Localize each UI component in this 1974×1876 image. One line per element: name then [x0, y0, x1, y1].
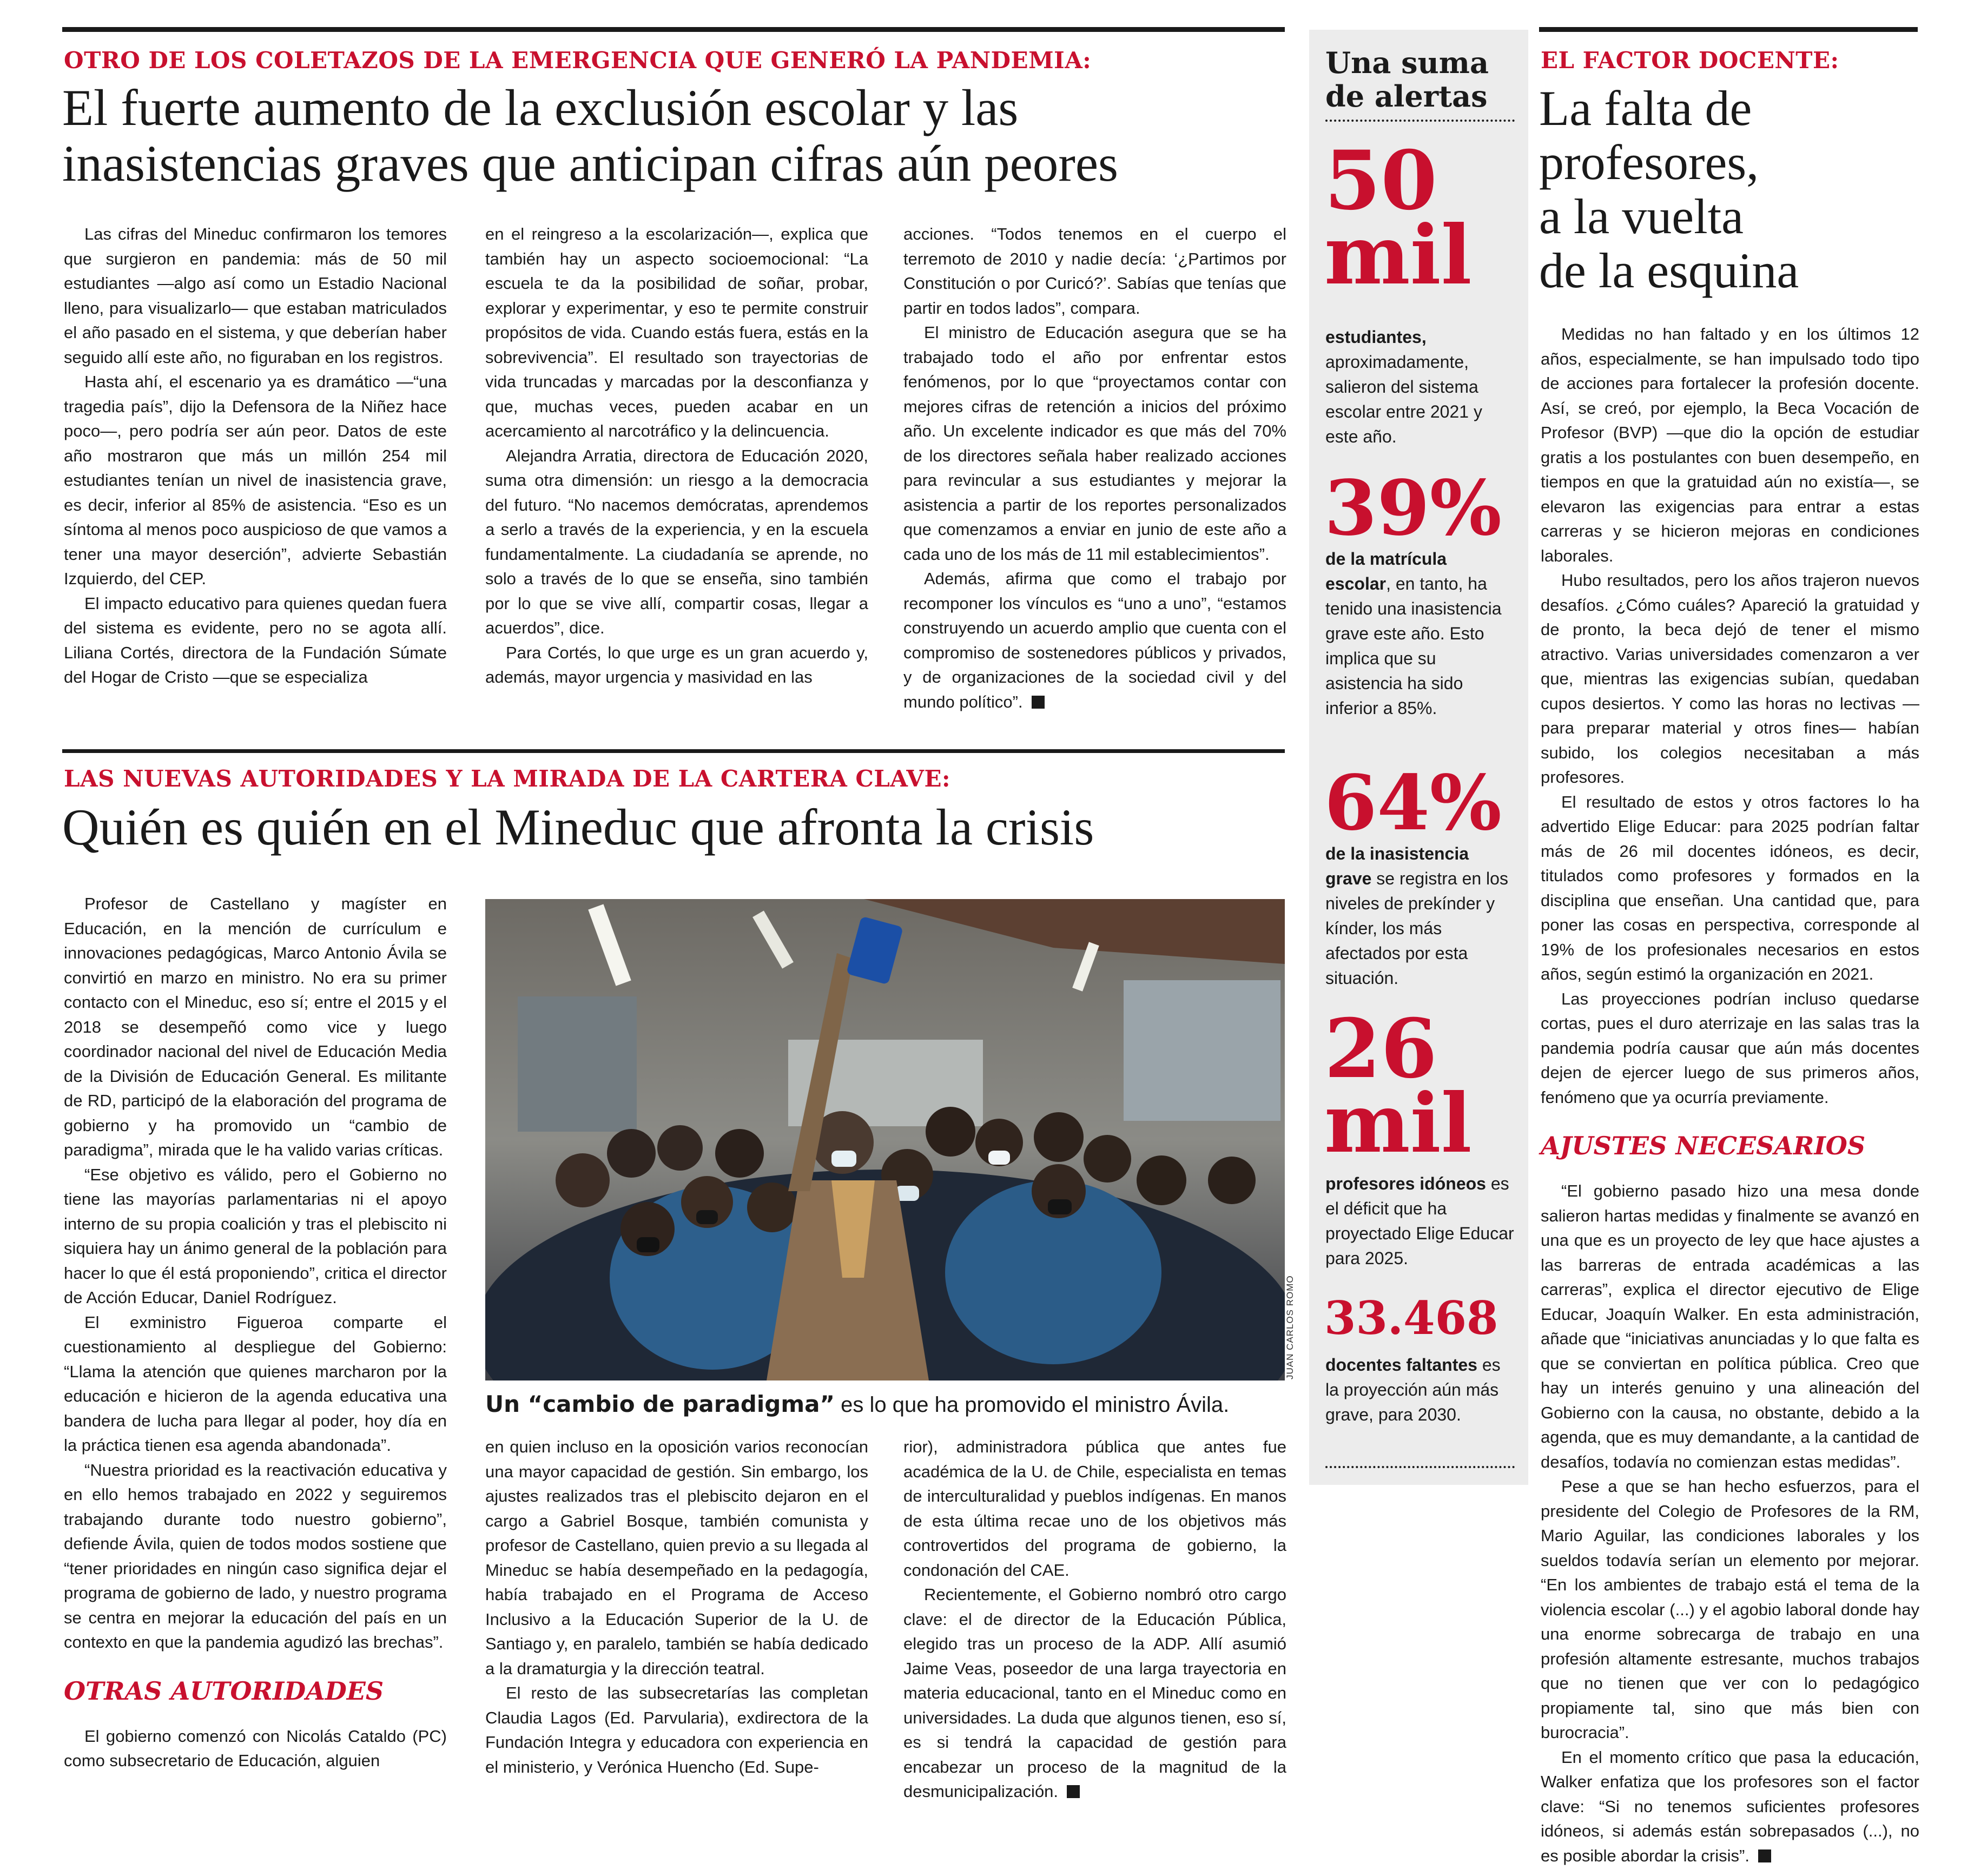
article1-column-2 — [485, 222, 868, 690]
stat-number-4: 26 mil — [1324, 1001, 1472, 1171]
stat-bold-4: profesores idóneos — [1325, 1174, 1486, 1193]
caption-bold: Un “cambio de paradigma” — [485, 1391, 835, 1417]
article1-column-3 — [903, 222, 1286, 714]
stat-bold-3: de la inasistencia grave — [1325, 844, 1469, 888]
paragraph: Alejandra Arratia, directora de Educación 2020, suma otra dimensión: un riesgo a la democracia del futuro. “No nacemos demócratas, aprendemos a serlo a través de la experiencia, y en la escuela fundamentalmente. La ciudadanía se aprende, no solo a través de lo que se enseña, sino también por lo que se vive allí, compartir cosas, llegar a acuerdos”, dice. — [485, 446, 868, 637]
article2-subheading: OTRAS AUTORIDADES — [64, 1676, 384, 1706]
photo-illustration — [485, 899, 1285, 1380]
paragraph: en quien incluso en la oposición varios reconocían una mayor capacidad de gestión. Sin embargo, los ajustes realizados tras el plebiscito dejaron en el cargo a Gabriel Bosque, también comunista y profesor de Castellano, quien previo a su llegada al Mineduc se había desempeñado en la pedagogía, había trabajado en el Programa de Acceso Inclusivo a la Educación Superior de la U. de Santiago y, en paralelo, también se había dedicado a la dramaturgia y la dirección teatral. — [485, 1437, 868, 1678]
article1-headline-line2: inasistencias graves que anticipan cifras aún peores — [62, 135, 1118, 192]
article3-headline-line3: a la vuelta — [1539, 189, 1744, 244]
paragraph: “Nuestra prioridad es la reactivación educativa y en ello hemos trabajado en 2022 y seguiremos trabajando durante todo nuestro gobierno”, defiende Ávila, quien de todos modos sostiene que “tener prioridades en ningún caso significa dejar el programa de gobierno de lado, y nuestro programa se centra en mejorar la educación del país en un contexto en que la pandemia agudizó las brechas”. — [64, 1460, 447, 1652]
paragraph: El impacto educativo para quienes quedan fuera del sistema es evidente, pero no se agota allí. Liliana Cortés, directora de la Fundación Súmate del Hogar de Cristo —que se especializa — [64, 593, 447, 686]
article3-headline-line4: de la esquina — [1539, 243, 1799, 298]
top-rule-left — [62, 27, 1285, 32]
article2-column-1 — [64, 891, 447, 1773]
stat-desc-3: se registra en los niveles de prekínder y kínder, los más afectados por esta situación. — [1325, 869, 1508, 988]
stat-number-2: 39% — [1324, 464, 1502, 553]
stat-bold-1: estudiantes, — [1325, 327, 1427, 347]
paragraph-text: Recientemente, el Gobierno nombró otro cargo clave: el de director de la Educación Pública, elegido tras un proceso de la ADP. Allí asumió Jaime Veas, poseedor de una larga trayectoria en materia educacional, tanto en el Mineduc como en universidades. La duda que algunos tienen, eso sí, es si tendrá la capacidad de gestión para encabezar un proceso de la magnitud de la desmunicipalización. — [903, 1585, 1286, 1801]
sidebar-title: Una suma de alertas — [1325, 45, 1489, 114]
article2-column-3 — [903, 1435, 1286, 1804]
paragraph: El resultado de estos y otros factores lo ha advertido Elige Educar: para 2025 podrían faltar más de 26 mil docentes idóneos, es decir, titulados como profesores y formados en la disciplina que enseñan. Una cantidad que, para poner las cosas en perspectiva, corresponde al 19% de los profesionales necesarios en estos años, según estimó la organización en 2021. — [1541, 792, 1919, 983]
paragraph: Para Cortés, lo que urge es un gran acuerdo y, además, mayor urgencia y masividad en las — [485, 643, 868, 686]
end-mark-icon — [1758, 1849, 1771, 1862]
middle-rule — [62, 749, 1285, 753]
minister-selfie-photo — [485, 899, 1285, 1380]
paragraph: El gobierno comenzó con Nicolás Cataldo (PC) como subsecretario de Educación, alguien — [64, 1726, 447, 1770]
paragraph: Medidas no han faltado y en los últimos 12 años, especialmente, se han impulsado todo tipo de acciones para fortalecer la profesión docente. Así, se creó, por ejemplo, la Beca Vocación de Profesor (BVP) —que dio la opción de estudiar gratis a los postulantes con buen desempeño, en tiempos en que la gratuidad aún no existía—, se elevaron las exigencias para entrar a estas carreras y se hicieron mejoras en condiciones laborales. — [1541, 325, 1919, 565]
article2-kicker: LAS NUEVAS AUTORIDADES Y LA MIRADA DE LA CARTERA CLAVE: — [64, 765, 951, 792]
photo-caption — [485, 1389, 1285, 1420]
paragraph-text: Además, afirma que como el trabajo por recomponer los vínculos es “uno a uno”, “estamos construyendo un acuerdo amplio que cuenta con el compromiso de sostenedores públicos y privados, y de organizaciones de la sociedad civil y del mundo político”. — [903, 569, 1286, 711]
stat-text-3 — [1325, 841, 1515, 990]
alerts-sidebar — [1309, 30, 1528, 1485]
paragraph: El resto de las subsecretarías las completan Claudia Lagos (Ed. Parvularia), exdirectora de la Fundación Integra y educadora con experiencia en el ministerio, y Verónica Huencho (Ed. Supe- — [485, 1683, 868, 1776]
paragraph — [903, 1582, 1286, 1804]
article1-headline-line1: El fuerte aumento de la exclusión escolar y las — [62, 79, 1019, 136]
stat-desc-5: es la proyección aún más grave, para 2030. — [1325, 1355, 1501, 1424]
paragraph — [903, 566, 1286, 714]
stat-text-4 — [1325, 1171, 1515, 1271]
article2-headline: Quién es quién en el Mineduc que afronta la crisis — [62, 798, 1094, 856]
stat-number-1: 50 mil — [1324, 133, 1472, 303]
paragraph: El exministro Figueroa comparte el cuestionamiento al despliegue del Gobierno: “Llama la atención que quienes marcharon por la educación e hicieron de la agenda educativa una bandera de lucha para llegar al poder, hoy día en la práctica tienen esa agenda abandonada”. — [64, 1312, 447, 1455]
paragraph: Hubo resultados, pero los años trajeron nuevos desafíos. ¿Cómo cuáles? Apareció la gratuidad y de pronto, la beca dejó de tener el mismo atractivo. Varias universidades comenzaron a ver que, mientras las exigencias subían, quedaban cupos desiertos. Y como las horas no lectivas —para preparar material y otros fines— habían subido, los colegios necesitaban a más profesores. — [1541, 571, 1919, 787]
stat-number-3: 64% — [1324, 759, 1502, 848]
article2-column-2 — [485, 1435, 868, 1779]
article3-headline-line2: profesores, — [1539, 135, 1759, 190]
stat-desc-4: es el déficit que ha proyectado Elige Educar para 2025. — [1325, 1174, 1514, 1268]
paragraph: Pese a que se han hecho esfuerzos, para el presidente del Colegio de Profesores de la RM, Mario Aguilar, las condiciones laborales y los sueldos todavía serían un elemento por mejorar. “En los ambientes de trabajo está el tema de la violencia escolar (...) y el agobio laboral donde hay una enorme sobrecarga de trabajo en una profesión altamente estresante, muchos trabajos que no tienen que ver con lo pedagógico propiamente tal, sino que más bien con burocracia”. — [1541, 1477, 1919, 1742]
paragraph: acciones. “Todos tenemos en el cuerpo el terremoto de 2010 y nadie decía: ‘¿Partimos por Constitución o por Curicó?’. Sabías que tenías que partir en todos lados”, compara. — [903, 224, 1286, 318]
paragraph: en el reingreso a la escolarización—, explica que también hay un aspecto socioemocional: “La escuela te da la posibilidad de soñar, probar, explorar y experimentar, y eso te permite construir propósitos de vida. Cuando estás fuera, estás en la sobrevivencia”. El resultado son trayectorias de vida truncadas y marcadas por la desconfianza y que, muchas veces, pueden acabar en un acercamiento al narcotráfico y la delincuencia. — [485, 224, 868, 440]
paragraph: “El gobierno pasado hizo una mesa donde salieron hartas medidas y finalmente se avanzó en una que es un proyecto de ley que hace ajustes a las barreras de entrada académicas a las carreras”, explica el director ejecutivo de Elige Educar, Joaquín Walker. En esta administración, añade que “iniciativas anunciadas y lo que falta es que se conviertan en política pública. Creo que hay un interés genuino y una alineación del Gobierno con la causa, no obstante, debido a la agenda, que es muy demandante, a la cantidad de desafíos, todavía no comienzan estas medidas”. — [1541, 1181, 1919, 1471]
stat-desc-2: , en tanto, ha tenido una inasistencia grave este año. Esto implica que su asistencia ha sido inferior a 85%. — [1325, 574, 1502, 718]
paragraph: Hasta ahí, el escenario ya es dramático —“una tragedia país”, dijo la Defensora de la Niñez hace poco—, pero podría ser aún peor. Datos de este año mostraron que más un millón 254 mil estudiantes tenían un nivel de inasistencia grave, es decir, inferior al 85% de asistencia. “Eso es un síntoma al menos poco auspicioso de que vamos a tener una mayor deserción”, advierte Sebastián Izquierdo, del CEP. — [64, 372, 447, 588]
paragraph-text: En el momento crítico que pasa la educación, Walker enfatiza que los profesores son el factor clave: “Si no tenemos suficientes profesores idóneos, si además están sobrepasados (...), no es posible abordar la crisis”. — [1541, 1747, 1919, 1865]
stat-text-5 — [1325, 1352, 1515, 1427]
article3-column — [1541, 322, 1919, 1868]
stat-text-2 — [1325, 546, 1515, 721]
top-rule-right — [1539, 27, 1918, 32]
paragraph: El ministro de Educación asegura que se ha trabajado todo el año por enfrentar estos fenómenos, por lo que “proyectamos contar con mejores cifras de retención a inicios del próximo año. Un excelente indicador es que más del 70% de los directores señala haber realizado acciones para revincular a sus estudiantes y mejorar la asistencia a partir de los reportes personalizados que comenzamos a enviar en junio de este año a cada uno de los más de 11 mil establecimientos”. — [903, 323, 1286, 564]
article3-subheading: AJUSTES NECESARIOS — [1541, 1131, 1866, 1160]
stat-number-5: 33.468 — [1324, 1291, 1498, 1345]
sidebar-bottom-divider — [1325, 1466, 1515, 1468]
article3-headline-line1: La falta de — [1539, 81, 1752, 136]
sidebar-top-divider — [1325, 120, 1515, 122]
paragraph: Las proyecciones podrían incluso quedarse cortas, pues el duro aterrizaje en las salas tras la pandemia podría causar que aún más docentes dejen de ejercer luego de sus primeros años, fenómeno que ya ocurría previamente. — [1541, 989, 1919, 1107]
paragraph: Las cifras del Mineduc confirmaron los temores que surgieron en pandemia: más de 50 mil estudiantes —algo así como un Estadio Nacional lleno, para visualizarlo— que estaban matriculados el año pasado en el sistema, y que deberían haber seguido allí este año, no figuraban en los registros. — [64, 224, 447, 367]
article1-headline — [62, 80, 1285, 191]
article3-headline — [1539, 81, 1918, 298]
article1-column-1 — [64, 222, 447, 690]
stat-text-1 — [1325, 325, 1515, 449]
end-mark-icon — [1032, 696, 1045, 709]
photo-credit: JUAN CARLOS ROMO — [1285, 1275, 1295, 1379]
stat-desc-1: aproximadamente, salieron del sistema escolar entre 2021 y este año. — [1325, 352, 1482, 446]
end-mark-icon — [1067, 1785, 1080, 1798]
stat-bold-2: de la matrícula escolar — [1325, 549, 1447, 593]
stat-bold-5: docentes faltantes — [1325, 1355, 1477, 1375]
paragraph: “Ese objetivo es válido, pero el Gobierno no tiene las mayorías parlamentarias ni el apoyo interno de su propia coalición y tras el plebiscito ni siquiera hay un ánimo general de la población para hacer lo que él está proponiendo”, critica el director de Acción Educar, Daniel Rodríguez. — [64, 1165, 447, 1307]
article3-kicker: EL FACTOR DOCENTE: — [1541, 47, 1839, 74]
paragraph: rior), administradora pública que antes fue académica de la U. de Chile, especialista en temas de interculturalidad y pueblos indígenas. En manos de esta última recae uno de los objetivos más controvertidos del programa de gobierno, la condonación del CAE. — [903, 1437, 1286, 1580]
paragraph — [1541, 1745, 1919, 1868]
article1-kicker: OTRO DE LOS COLETAZOS DE LA EMERGENCIA QUE GENERÓ LA PANDEMIA: — [64, 47, 1092, 74]
paragraph: Profesor de Castellano y magíster en Educación, en la mención de currículum e innovaciones pedagógicas, Marco Antonio Ávila se convirtió en marzo en ministro. No era su primer contacto con el Mineduc, eso sí; entre el 2015 y el 2018 se desempeñó como vice y luego coordinador nacional del nivel de Educación Media de la División de Educación General. Es militante de RD, participó de la elaboración del programa de gobierno y ha promovido un “cambio de paradigma”, mirada que le ha valido varias críticas. — [64, 894, 447, 1159]
caption-text: es lo que ha promovido el ministro Ávila. — [835, 1393, 1230, 1417]
